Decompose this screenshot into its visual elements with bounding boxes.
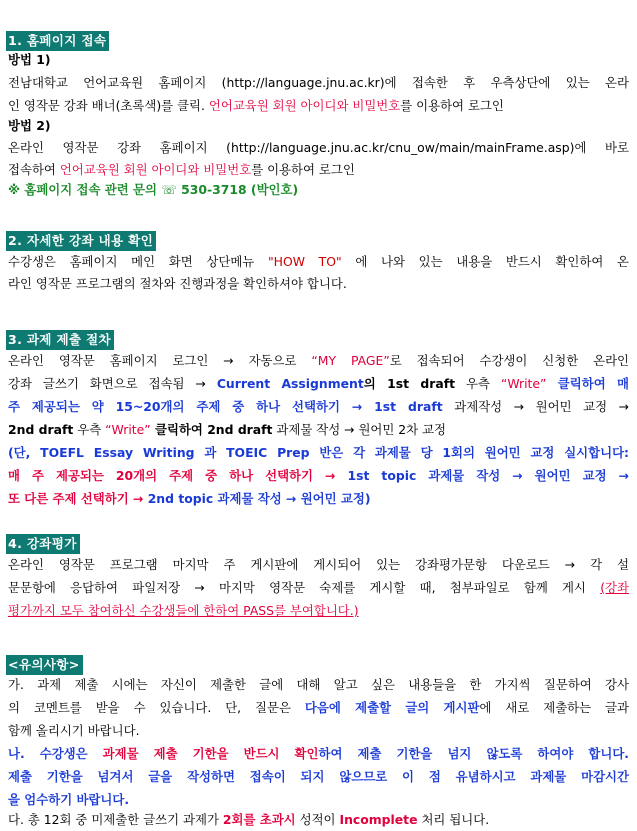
text-run: 우측 <box>455 376 501 391</box>
note-c-line-1 <box>8 808 489 831</box>
text-run: 매 주 제공되는 20개의 주제 중 하나 선택하기 → <box>8 468 348 483</box>
next-assignment-board: 다음에 제출할 글의 게시판 <box>304 700 480 715</box>
write-button-name: “Write” <box>105 422 151 437</box>
text-run: 접속하여 <box>8 162 60 177</box>
text-run: 성적이 <box>295 812 340 827</box>
method-1-line-2 <box>8 94 504 117</box>
deadline-check: 과제물 제출 기한을 반드시 확인 <box>102 746 319 761</box>
text-run: 과제작성 → 원어민 교정 → <box>442 399 629 414</box>
text-run: 우측 <box>73 422 106 437</box>
note-a-line-1: 가. 과제 제출 시에는 자신이 제출한 글에 대해 알고 싶은 내용들을 한 가지씩 질문하여 강사 <box>8 677 629 692</box>
text-run: 에 나와 있는 내용을 반드시 확인하여 온 <box>341 254 630 269</box>
text-run: 나. 수강생은 <box>8 746 103 761</box>
note-a-line-3: 함께 올리시기 바랍니다. <box>8 723 140 738</box>
section-4-line-1: 온라인 영작문 프로그램 마지막 주 게시판에 게시되어 있는 강좌평가문항 다운로드 → 각 설 <box>8 557 629 572</box>
over-limit: 2회를 초과시 <box>222 812 296 827</box>
text-run: 문문항에 응답하여 파일저장 → 마지막 영작문 숙제를 게시할 때, 첨부파일로 함께 게시 <box>8 580 601 595</box>
pass-condition-start: (강좌 <box>600 580 629 595</box>
note-b-line-1 <box>8 742 629 765</box>
note-b-line-3: 을 엄수하기 바랍니다. <box>8 792 130 807</box>
text-run: 인 영작문 강좌 배너(초록색)를 클릭. <box>8 98 209 113</box>
note-a-line-2 <box>8 696 629 719</box>
text-run: 수강생은 홈페이지 메인 화면 상단메뉴 <box>8 254 268 269</box>
section-2-line-1 <box>8 250 629 273</box>
text-run: 에 새로 제출하는 글과 <box>479 700 629 715</box>
text-run: 강좌 글쓰기 화면으로 접속됨 → <box>8 376 217 391</box>
method-1-line-1: 전남대학교 언어교육원 홈페이지 (http://language.jnu.ac.kr)에 접속한 후 우측상단에 있는 온라 <box>8 75 629 90</box>
text-run: 2nd topic 과제물 작성 → 원어민 교정) <box>147 491 371 506</box>
text-run: 를 이용하여 로그인 <box>400 98 504 113</box>
text-run: 과제물 작성 → 원어민 2차 교정 <box>272 422 447 437</box>
section-3-note-line-3 <box>8 487 371 510</box>
text-run: 클릭하여 매 <box>546 376 629 391</box>
how-to-menu-name: "HOW TO" <box>267 254 342 269</box>
section-3-note-line-2 <box>8 464 629 487</box>
text-run: 2nd draft <box>207 422 273 437</box>
method-2-label: 방법 2) <box>8 118 51 133</box>
section-4-heading: 4. 강좌평가 <box>6 534 80 554</box>
my-page-name: “MY PAGE” <box>311 353 390 368</box>
text-run: 처리 됩니다. <box>417 812 490 827</box>
section-3-line-1 <box>8 349 629 372</box>
text-run: 를 이용하여 로그인 <box>251 162 355 177</box>
text-run: 1st draft <box>387 376 456 391</box>
section-3-heading: 3. 과제 제출 절차 <box>6 330 114 350</box>
notes-heading: <유의사항> <box>6 655 83 675</box>
method-2-line-1: 온라인 영작문 강좌 홈페이지 (http://language.jnu.ac.kr/cnu_ow/main/mainFrame.asp)에 바로 <box>8 140 629 155</box>
pass-condition: 평가까지 모두 참여하신 수강생들에 한하여 PASS를 부여합니다.) <box>8 603 359 618</box>
text-run: 또 다른 주제 선택하기 → <box>8 491 148 506</box>
member-id-password-note: 언어교육원 회원 아이디와 비밀번호 <box>208 98 401 113</box>
incomplete-grade: Incomplete <box>339 812 418 827</box>
section-3-line-2 <box>8 372 629 395</box>
section-3-line-3 <box>8 395 629 418</box>
text-run: 1st topic 과제물 작성 → 원어민 교정 → <box>347 468 629 483</box>
text-run: 하여 제출 기한을 넘지 않도록 하여야 합니다. <box>318 746 629 761</box>
section-3-note-line-1: (단, TOEFL Essay Writing 과 TOEIC Prep 반은 각 과제물 당 1회의 원어민 교정 실시합니다: <box>8 445 629 460</box>
text-run: 다. 총 12회 중 미제출한 글쓰기 과제가 <box>8 812 223 827</box>
text-run: 의 코멘트를 받을 수 있습니다. 단, 질문은 <box>8 700 305 715</box>
section-4-line-2 <box>8 576 629 599</box>
text-run: 의 <box>363 376 388 391</box>
section-3-line-4 <box>8 418 446 441</box>
text-run: 2nd draft <box>8 422 74 437</box>
method-1-label: 방법 1) <box>8 52 51 67</box>
section-1-heading: 1. 홈페이지 접속 <box>6 31 109 51</box>
text-run: 주 제공되는 약 15~20개의 주제 중 하나 선택하기 → 1st draft <box>8 399 443 414</box>
current-assignment: Current Assignment <box>216 376 364 391</box>
member-id-password-note: 언어교육원 회원 아이디와 비밀번호 <box>59 162 252 177</box>
write-button-name: “Write” <box>500 376 547 391</box>
section-2-heading: 2. 자세한 강좌 내용 확인 <box>6 231 156 251</box>
contact-info: ※ 홈페이지 접속 관련 문의 ☏ 530-3718 (박인호) <box>8 182 299 197</box>
text-run: 온라인 영작문 홈페이지 로그인 → 자동으로 <box>8 353 312 368</box>
text-run: 로 접속되어 수강생이 신청한 온라인 <box>389 353 630 368</box>
text-run: 클릭하여 <box>150 422 208 437</box>
section-2-line-2: 라인 영작문 프로그램의 절차와 진행과정을 확인하셔야 합니다. <box>8 276 347 291</box>
note-b-line-2: 제출 기한을 넘겨서 글을 작성하면 접속이 되지 않으므로 이 점 유념하시고 과제물 마감시간 <box>8 769 629 784</box>
